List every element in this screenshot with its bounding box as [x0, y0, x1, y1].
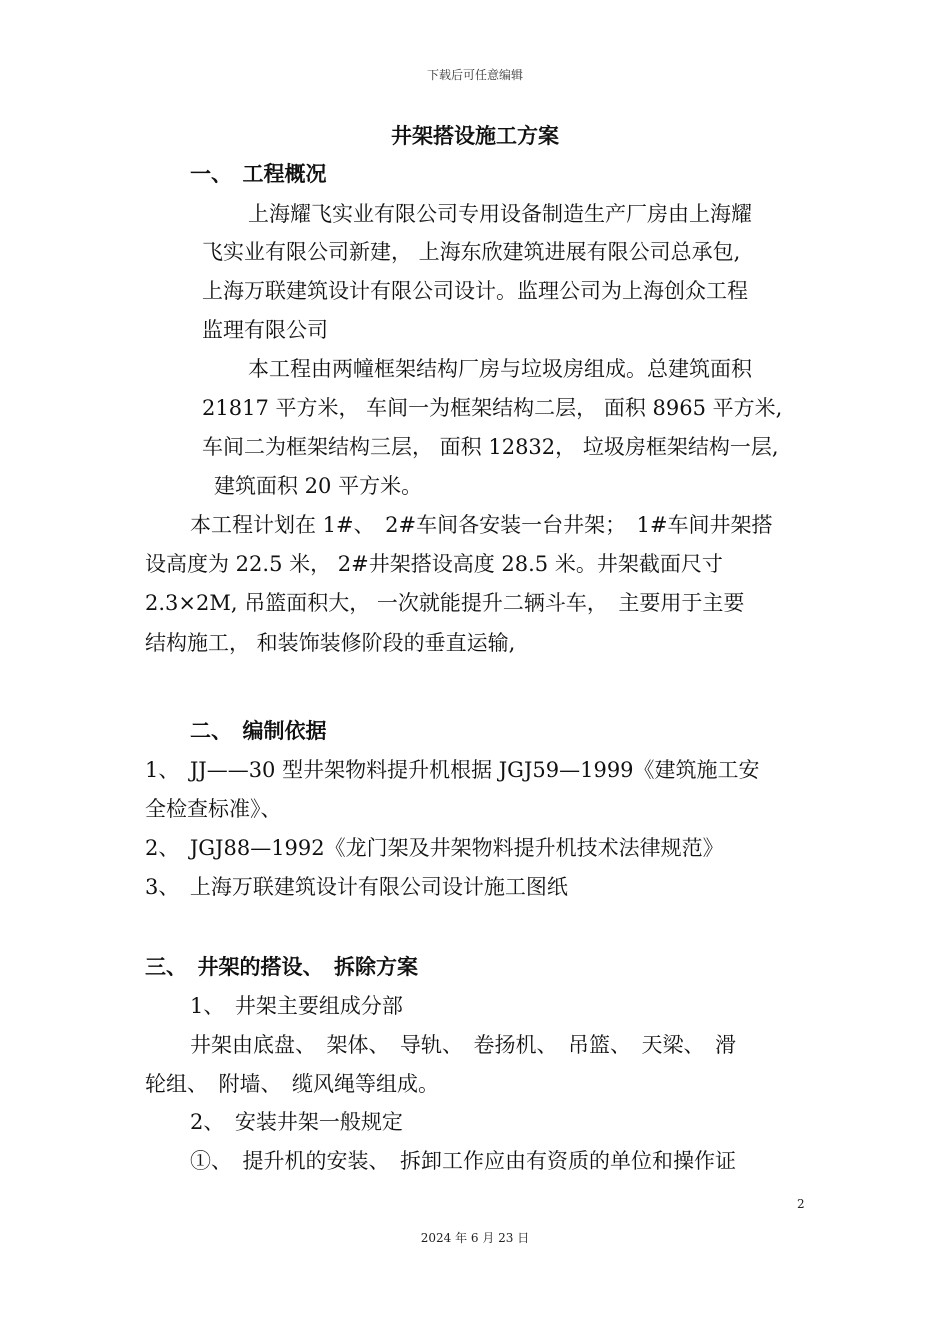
s1-line: 设高度为 22.5 米， 2#井架搭设高度 28.5 米。井架截面尺寸 — [145, 552, 723, 576]
s1-line: 本工程计划在 1#、 2#车间各安装一台井架； 1#车间井架搭 — [190, 513, 773, 537]
s1-line: 监理有限公司 — [202, 318, 328, 342]
s1-line: 建筑面积 20 平方米。 — [214, 474, 423, 498]
s3-line: 轮组、 附墙、 缆风绳等组成。 — [145, 1072, 439, 1096]
page-footer-date: 2024 年 6 月 23 日 — [420, 1231, 530, 1245]
s2-line: 2、 JGJ88—1992《龙门架及井架物料提升机技术法律规范》 — [145, 836, 724, 860]
s1-line: 车间二为框架结构三层， 面积 12832， 垃圾房框架结构一层, — [202, 435, 779, 459]
s1-line: 结构施工， 和装饰装修阶段的垂直运输, — [145, 631, 516, 655]
s3-line: 井架由底盘、 架体、 导轨、 卷扬机、 吊篮、 天梁、 滑 — [190, 1033, 736, 1057]
s2-line: 全检查标准》、 — [145, 797, 282, 821]
s1-line: 21817 平方米， 车间一为框架结构二层， 面积 8965 平方米, — [202, 396, 783, 420]
section-2-heading: 二、 编制依据 — [190, 718, 327, 743]
page-number: 2 — [797, 1197, 805, 1211]
s1-line: 上海耀飞实业有限公司专用设备制造生产厂房由上海耀 — [248, 202, 752, 226]
s1-line: 2.3×2M, 吊篮面积大， 一次就能提升二辆斗车， 主要用于主要 — [145, 591, 745, 615]
page-header: 下载后可任意编辑 — [426, 68, 523, 82]
s1-line: 本工程由两幢框架结构厂房与垃圾房组成。总建筑面积 — [248, 357, 752, 381]
s1-line: 飞实业有限公司新建， 上海东欣建筑进展有限公司总承包, — [202, 240, 741, 264]
s1-line: 上海万联建筑设计有限公司设计。监理公司为上海创众工程 — [202, 279, 748, 303]
document-title: 井架搭设施工方案 — [391, 123, 559, 148]
section-1-heading: 一、 工程概况 — [190, 161, 327, 186]
s3-line: ①、 提升机的安装、 拆卸工作应由有资质的单位和操作证 — [190, 1149, 736, 1173]
s3-line: 2、 安装井架一般规定 — [190, 1110, 403, 1134]
s3-line: 1、 井架主要组成分部 — [190, 994, 403, 1018]
s2-line: 3、 上海万联建筑设计有限公司设计施工图纸 — [145, 875, 568, 899]
section-3-heading: 三、 井架的搭设、 拆除方案 — [145, 954, 418, 979]
s2-line: 1、 JJ——30 型井架物料提升机根据 JGJ59—1999《建筑施工安 — [145, 758, 760, 782]
